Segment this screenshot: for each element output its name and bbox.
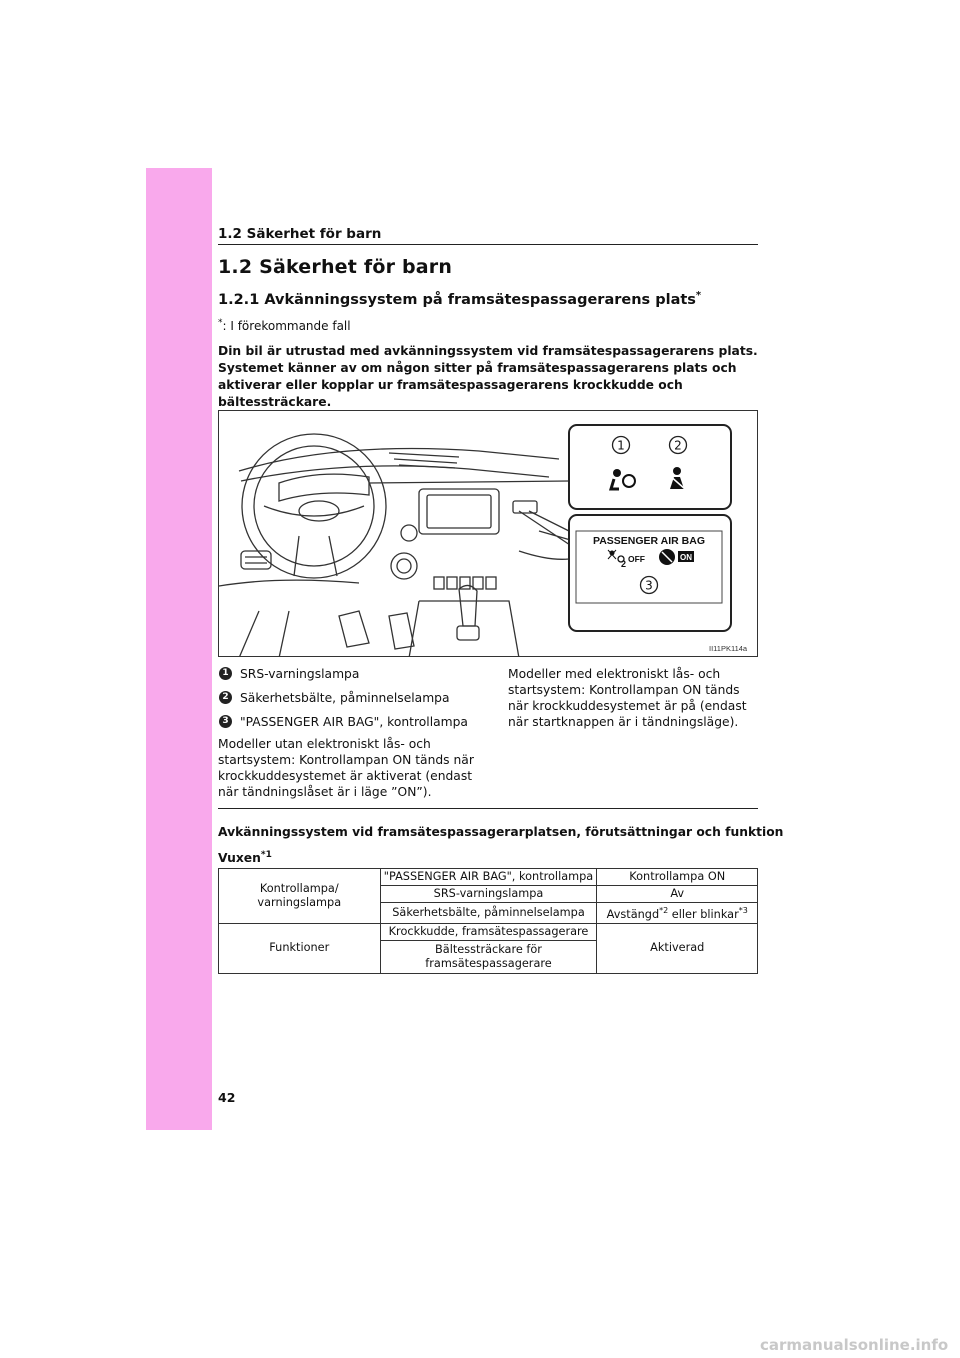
subsection-marker: * <box>695 290 702 301</box>
cell-sup: *2 <box>659 906 669 915</box>
subsection-title <box>218 290 701 308</box>
legend-number: 1 <box>219 667 232 680</box>
seat-number: 2 <box>621 559 627 569</box>
on-label: ON <box>680 553 692 562</box>
table-cell <box>597 903 758 924</box>
section-heading: Avkänningssystem vid framsätespassagerarplatsen, förutsättningar och funktion <box>218 825 784 839</box>
footnote <box>218 318 351 333</box>
cell-text: eller blinkar <box>668 907 739 921</box>
section-divider <box>218 808 758 809</box>
footnote-text: : I förekommande fall <box>222 319 351 333</box>
intro-paragraph: Din bil är utrustad med avkänningssystem vid framsätespassagerarens plats. Systemet känner av om någon sitter på framsätespassagerarens plats och aktiverar eller kopplar ur framsätespassagerarens krockkudde och bältessträckare. <box>218 344 758 409</box>
legend-number: 3 <box>219 715 232 728</box>
legend-number: 2 <box>219 691 232 704</box>
legend-text: Säkerhetsbälte, påminnelselampa <box>240 691 450 705</box>
footnote-marker: * <box>218 318 223 328</box>
legend-text: SRS-varningslampa <box>240 667 360 681</box>
conditions-table <box>218 868 758 974</box>
cell-sup: *3 <box>738 906 748 915</box>
callout-2: 2 <box>674 438 682 453</box>
dashboard-illustration <box>218 410 758 657</box>
table-cell: Bältessträckare för framsätespassagerare <box>380 940 597 973</box>
table-cell: Aktiverad <box>597 923 758 973</box>
legend-item <box>218 714 488 730</box>
subheading <box>218 850 272 865</box>
legend-item <box>218 690 488 706</box>
legend-paragraph-left: Modeller utan elektroniskt lås- och startsystem: Kontrollampan ON tänds när krockkuddesystemet är aktiverat (endast när tändningslåset är i läge ”ON”). <box>218 737 474 799</box>
subheading-text: Vuxen <box>218 851 261 866</box>
chapter-side-tab <box>146 168 212 1130</box>
subsection-title-text: 1.2.1 Avkänningssystem på framsätespassagerarens plats <box>218 291 696 308</box>
page-title: 1.2 Säkerhet för barn <box>218 256 453 278</box>
callout-3: 3 <box>645 578 653 593</box>
table-cell: SRS-varningslampa <box>380 886 597 903</box>
table-cell: Av <box>597 886 758 903</box>
table-row <box>219 923 758 940</box>
figure-code: II11PK114a <box>709 644 748 653</box>
header-divider <box>218 244 758 245</box>
table-cell: Säkerhetsbälte, påminnelselampa <box>380 903 597 924</box>
table-group-label: Funktioner <box>219 923 381 973</box>
table-cell: Krockkudde, framsätespassagerare <box>380 923 597 940</box>
dashboard-drawing <box>219 411 758 657</box>
running-header: 1.2 Säkerhet för barn <box>218 226 382 242</box>
passenger-airbag-label: PASSENGER AIR BAG <box>592 535 706 547</box>
table-row <box>219 869 758 886</box>
cell-text: Avstängd <box>606 907 660 921</box>
table-cell: "PASSENGER AIR BAG", kontrollampa <box>380 869 597 886</box>
legend-paragraph-right: Modeller med elektroniskt lås- och startsystem: Kontrollampan ON tänds när krockkuddesystemet är på (endast när startknappen är i tändningsläge). <box>508 667 747 729</box>
table-group-label: Kontrollampa/ varningslampa <box>219 869 381 924</box>
legend-text: "PASSENGER AIR BAG", kontrollampa <box>240 715 468 729</box>
page-number: 42 <box>218 1090 236 1105</box>
watermark: carmanualsonline.info <box>760 1336 949 1354</box>
legend-item <box>218 666 488 682</box>
off-label: OFF <box>628 554 645 564</box>
table-cell: Kontrollampa ON <box>597 869 758 886</box>
figure-legend <box>218 666 488 800</box>
airbag-on-icon <box>659 549 675 565</box>
callout-1: 1 <box>617 438 625 453</box>
subheading-sup: *1 <box>260 850 272 860</box>
